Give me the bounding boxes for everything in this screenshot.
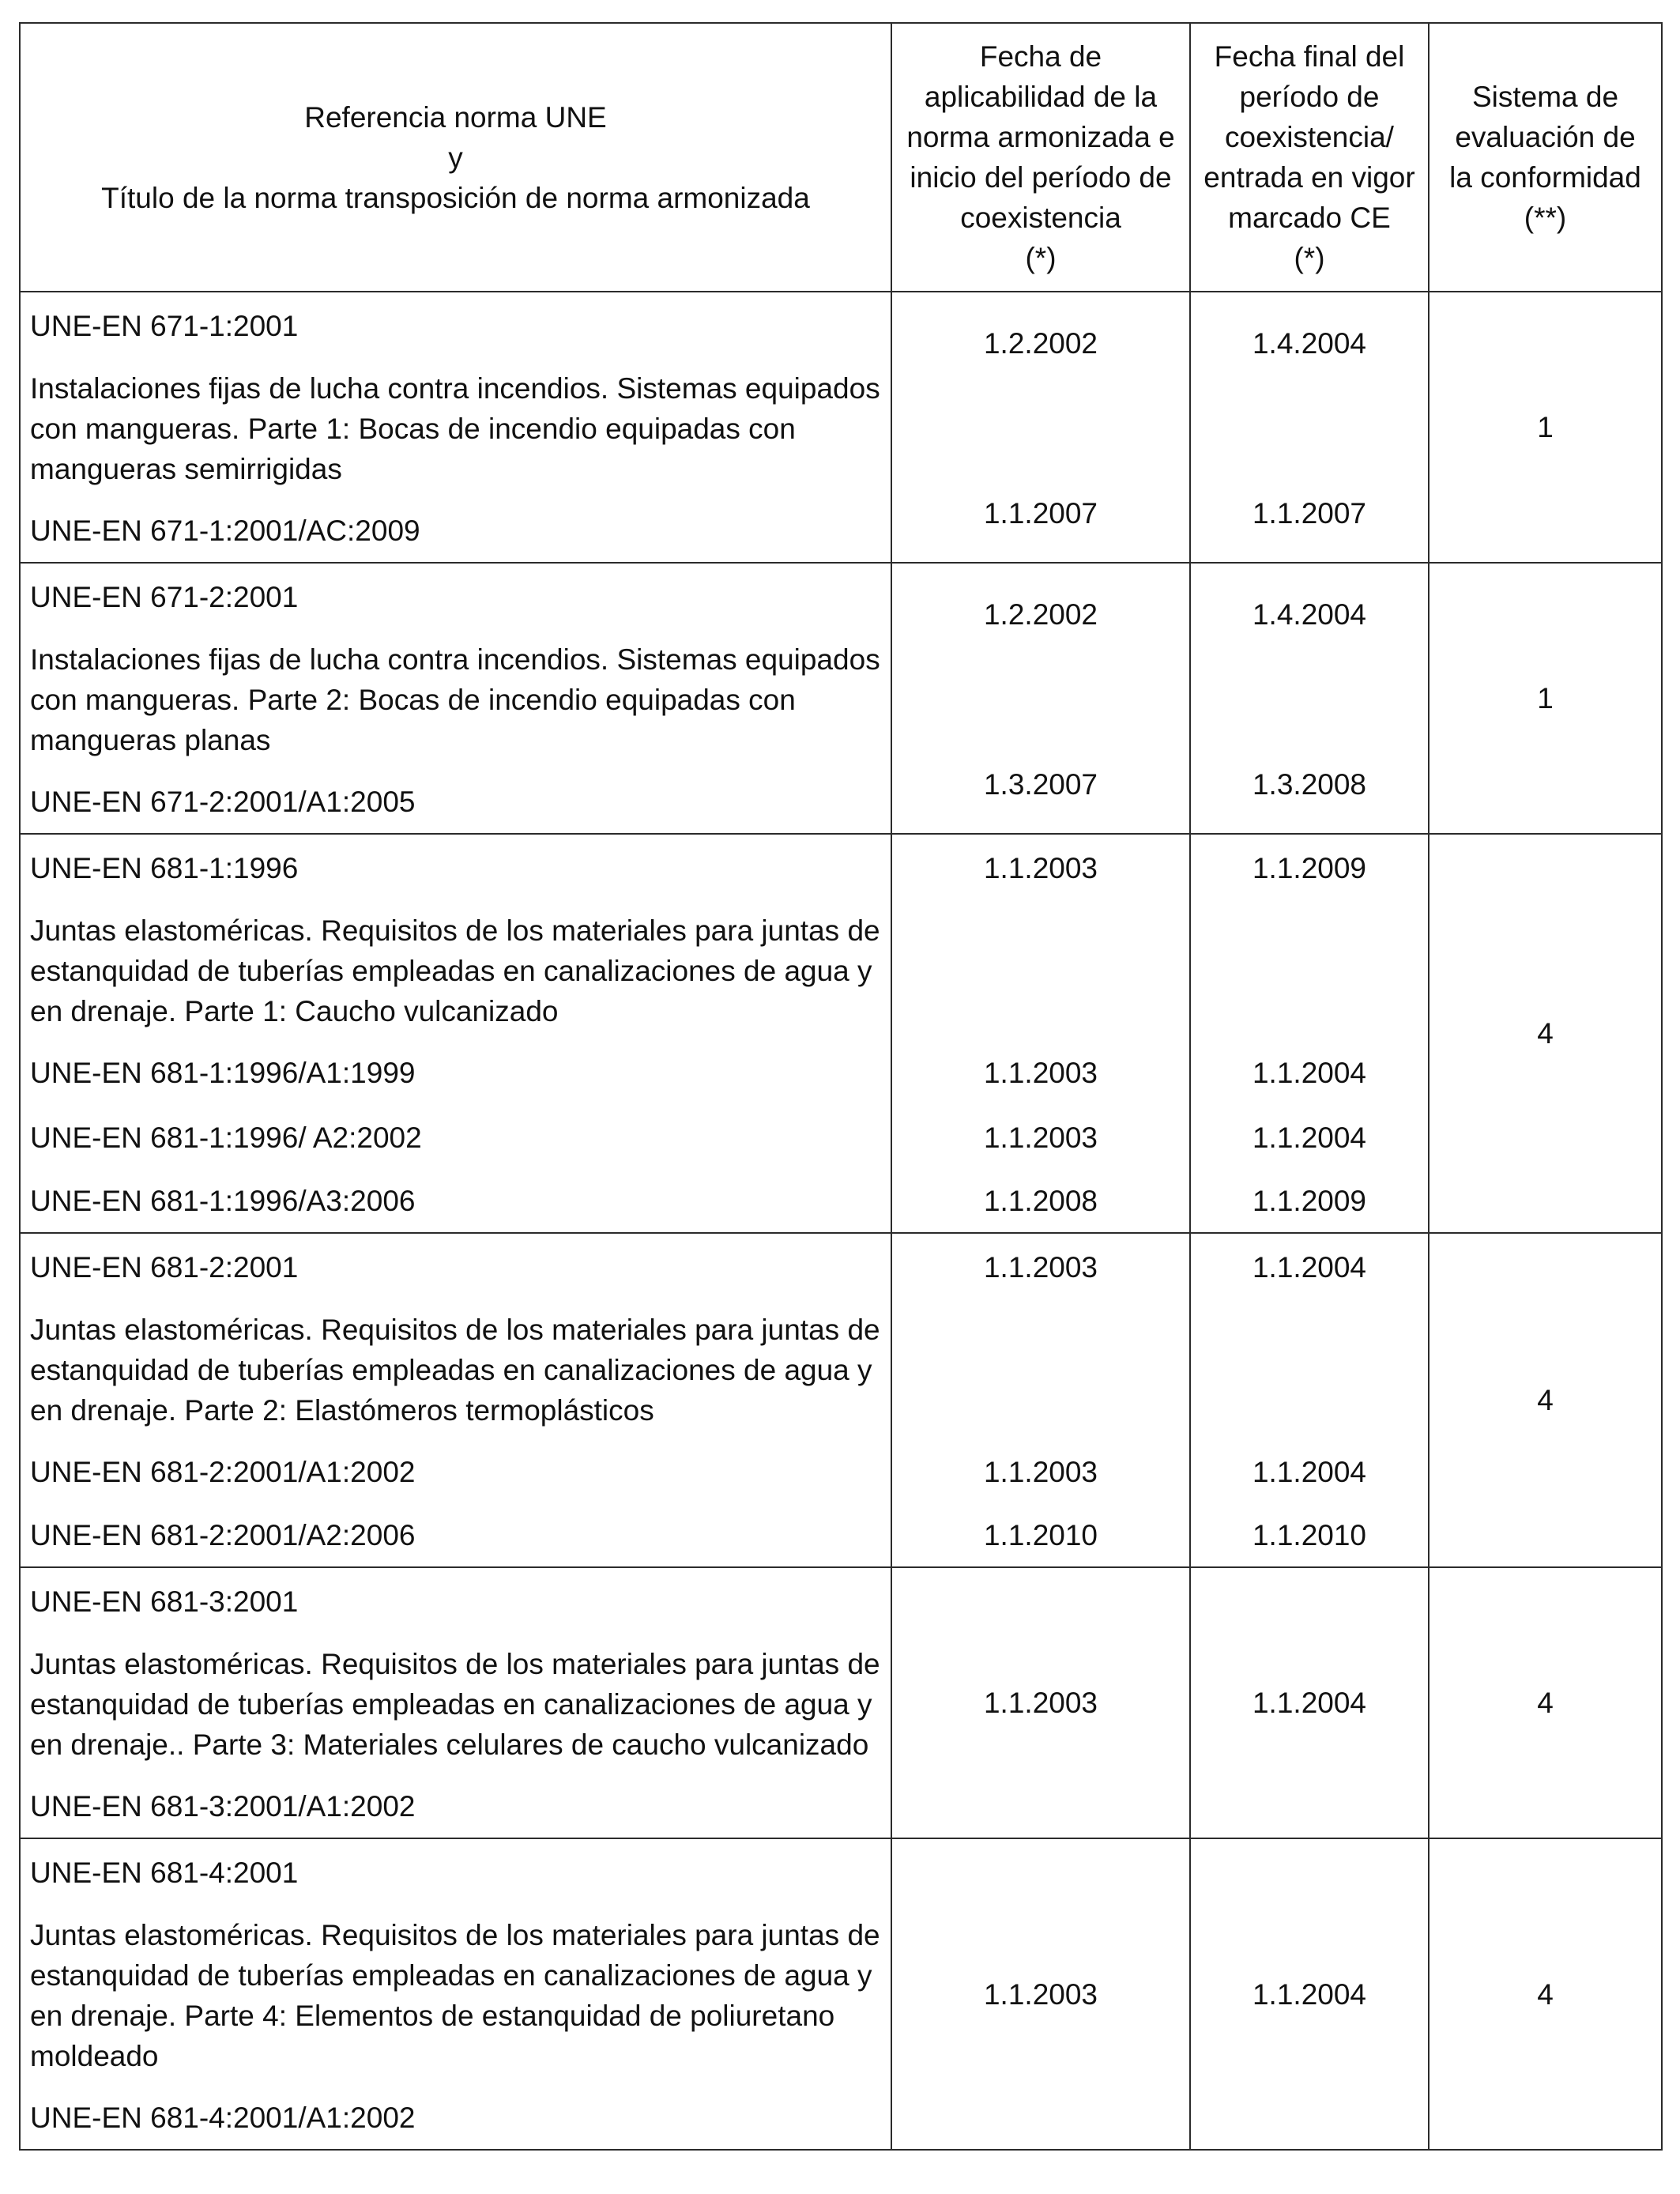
header-line: la conformidad	[1449, 161, 1641, 194]
header-line: Fecha de	[979, 40, 1102, 73]
date-value: 1.1.2007	[1252, 497, 1367, 530]
conformity-system-cell: 1	[1429, 563, 1662, 834]
amendment-reference: UNE-EN 681-2:2001/A2:2006	[30, 1519, 416, 1551]
table-row	[20, 1567, 1662, 1838]
end-coexistence-date-cell	[1190, 834, 1429, 1233]
table-row	[20, 1233, 1662, 1567]
date-value: 1.1.2004	[1252, 1057, 1367, 1089]
table-header-row	[20, 23, 1662, 292]
standard-title: Juntas elastoméricas. Requisitos de los materiales para juntas de estanquidad de tuberías empleadas en canalizaciones de agua y en drenaje. Parte 2: Elastómeros termoplásticos	[30, 1314, 880, 1427]
date-value: 1.1.2009	[1252, 852, 1367, 884]
header-line: evaluación de	[1455, 121, 1636, 153]
standard-title: Juntas elastoméricas. Requisitos de los materiales para juntas de estanquidad de tuberías empleadas en canalizaciones de agua y en drenaje.. Parte 3: Materiales celulares de caucho vulcanizado	[30, 1648, 880, 1761]
header-line: norma armonizada e	[906, 121, 1175, 153]
date-value: 1.1.2003	[983, 1251, 1098, 1284]
reference-cell	[20, 834, 891, 1233]
standard-reference: UNE-EN 681-1:1996	[30, 852, 299, 884]
reference-cell	[20, 292, 891, 563]
reference-cell	[20, 1567, 891, 1838]
date-value: 1.1.2008	[983, 1185, 1098, 1217]
standards-table	[19, 22, 1663, 2151]
header-line: y	[448, 141, 463, 174]
amendment-reference: UNE-EN 681-1:1996/ A2:2002	[30, 1122, 422, 1154]
date-value: 1.2.2002	[983, 327, 1098, 360]
table-row	[20, 563, 1662, 834]
date-value: 1.1.2003	[983, 1057, 1098, 1089]
amendment-reference: UNE-EN 671-1:2001/AC:2009	[30, 515, 420, 547]
applicability-date-cell: 1.1.2003	[891, 1838, 1190, 2150]
date-value: 1.3.2008	[1252, 768, 1367, 801]
date-value: 1.1.2007	[983, 497, 1098, 530]
applicability-date-cell	[891, 563, 1190, 834]
applicability-date-cell: 1.1.2003	[891, 1567, 1190, 1838]
standard-reference: UNE-EN 671-2:2001	[30, 581, 299, 613]
header-line: coexistencia/	[1225, 121, 1394, 153]
header-reference-title	[20, 23, 891, 292]
amendment-reference: UNE-EN 671-2:2001/A1:2005	[30, 786, 416, 818]
standard-reference: UNE-EN 681-2:2001	[30, 1251, 299, 1284]
applicability-date-cell	[891, 834, 1190, 1233]
applicability-date-cell	[891, 292, 1190, 563]
amendment-reference: UNE-EN 681-3:2001/A1:2002	[30, 1790, 416, 1823]
date-value: 1.1.2004	[1252, 1456, 1367, 1488]
date-value: 1.3.2007	[983, 768, 1098, 801]
amendment-reference: UNE-EN 681-4:2001/A1:2002	[30, 2102, 416, 2134]
end-coexistence-date-cell: 1.1.2004	[1190, 1838, 1429, 2150]
date-value: 1.2.2002	[983, 598, 1098, 631]
date-value: 1.1.2004	[1252, 1251, 1367, 1284]
date-value: 1.1.2010	[983, 1519, 1098, 1551]
standard-reference: UNE-EN 681-4:2001	[30, 1857, 299, 1889]
amendment-reference: UNE-EN 681-2:2001/A1:2002	[30, 1456, 416, 1488]
header-line: período de	[1239, 81, 1380, 113]
conformity-system-cell: 4	[1429, 1567, 1662, 1838]
header-applicability-date	[891, 23, 1190, 292]
standard-title: Instalaciones fijas de lucha contra incendios. Sistemas equipados con mangueras. Parte 2: Bocas de incendio equipadas con mangueras planas	[30, 643, 880, 756]
conformity-system-cell: 4	[1429, 834, 1662, 1233]
date-value: 1.1.2004	[1252, 1122, 1367, 1154]
date-value: 1.1.2009	[1252, 1185, 1367, 1217]
date-value: 1.1.2003	[983, 1456, 1098, 1488]
header-line: Referencia norma UNE	[304, 100, 607, 134]
standard-title: Juntas elastoméricas. Requisitos de los materiales para juntas de estanquidad de tuberías empleadas en canalizaciones de agua y en drenaje. Parte 1: Caucho vulcanizado	[30, 914, 880, 1027]
amendment-reference: UNE-EN 681-1:1996/A1:1999	[30, 1057, 416, 1089]
standard-title: Instalaciones fijas de lucha contra incendios. Sistemas equipados con mangueras. Parte 1: Bocas de incendio equipadas con mangueras semirrigidas	[30, 372, 880, 485]
header-line: (*)	[1025, 242, 1057, 274]
end-coexistence-date-cell	[1190, 1233, 1429, 1567]
end-coexistence-date-cell	[1190, 563, 1429, 834]
date-value: 1.1.2003	[983, 1122, 1098, 1154]
header-line: marcado CE	[1228, 202, 1391, 234]
header-line: entrada en vigor	[1203, 161, 1415, 194]
header-conformity-system	[1429, 23, 1662, 292]
end-coexistence-date-cell	[1190, 292, 1429, 563]
header-line: (**)	[1524, 202, 1567, 234]
date-value: 1.4.2004	[1252, 327, 1367, 360]
standard-reference: UNE-EN 671-1:2001	[30, 310, 299, 342]
conformity-system-cell: 4	[1429, 1838, 1662, 2150]
amendment-reference: UNE-EN 681-1:1996/A3:2006	[30, 1185, 416, 1217]
date-value: 1.4.2004	[1252, 598, 1367, 631]
header-end-coexistence-date	[1190, 23, 1429, 292]
reference-cell	[20, 1838, 891, 2150]
header-line: coexistencia	[960, 202, 1121, 234]
end-coexistence-date-cell: 1.1.2004	[1190, 1567, 1429, 1838]
header-line: Título de la norma transposición de norma armonizada	[101, 181, 810, 214]
header-line: inicio del período de	[910, 161, 1172, 194]
conformity-system-cell: 4	[1429, 1233, 1662, 1567]
reference-cell	[20, 1233, 891, 1567]
table-row	[20, 1838, 1662, 2150]
standard-reference: UNE-EN 681-3:2001	[30, 1585, 299, 1618]
header-line: Fecha final del	[1214, 40, 1405, 73]
table-row	[20, 834, 1662, 1233]
standard-title: Juntas elastoméricas. Requisitos de los materiales para juntas de estanquidad de tuberías empleadas en canalizaciones de agua y en drenaje. Parte 4: Elementos de estanquidad de poliuretano moldeado	[30, 1919, 880, 2072]
date-value: 1.1.2003	[983, 852, 1098, 884]
header-line: (*)	[1294, 242, 1325, 274]
conformity-system-cell: 1	[1429, 292, 1662, 563]
date-value: 1.1.2010	[1252, 1519, 1367, 1551]
table-row	[20, 292, 1662, 563]
applicability-date-cell	[891, 1233, 1190, 1567]
reference-cell	[20, 563, 891, 834]
header-line: Sistema de	[1471, 81, 1619, 113]
header-line: aplicabilidad de la	[924, 81, 1158, 113]
